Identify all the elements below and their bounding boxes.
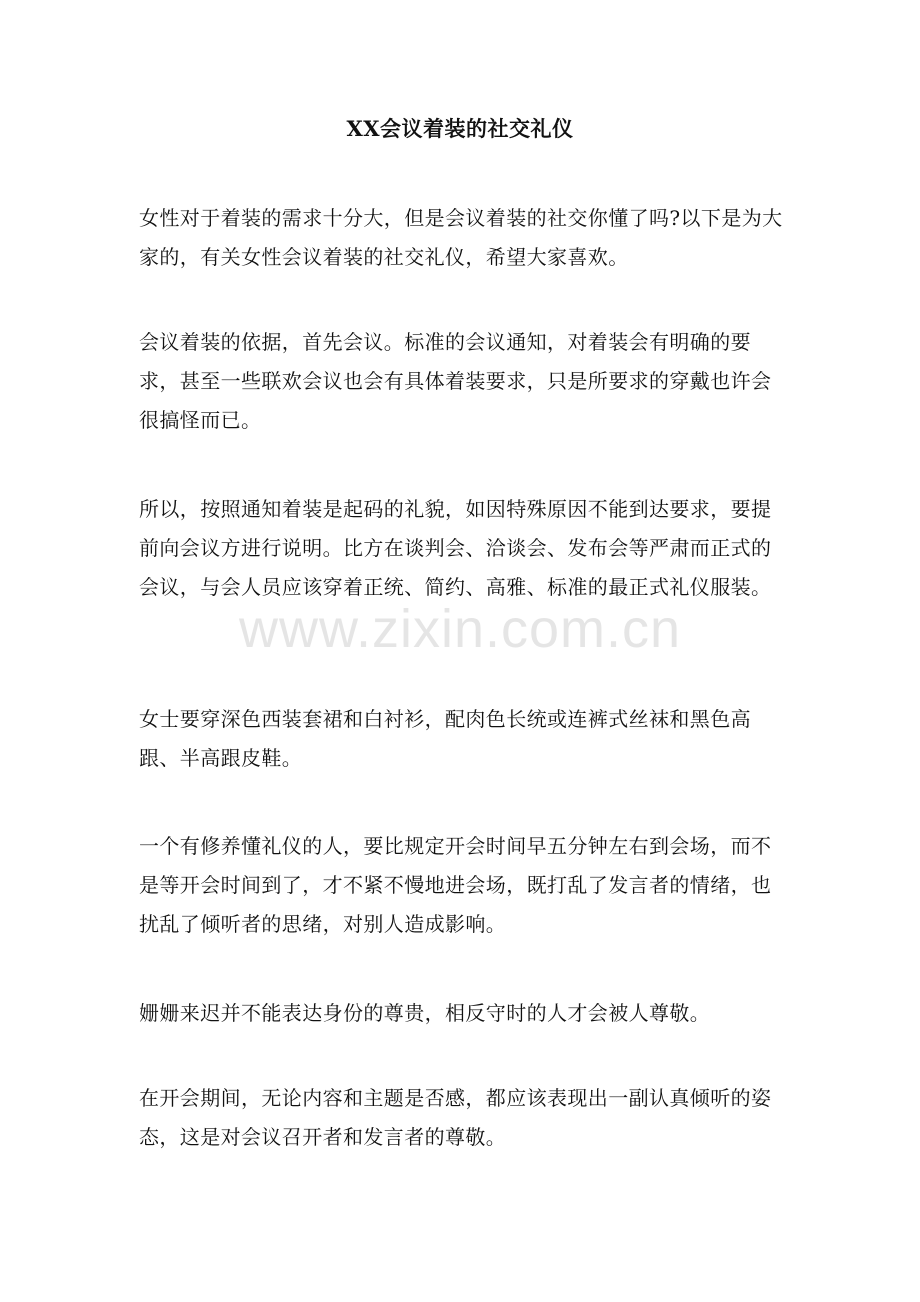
paragraph-7: 在开会期间，无论内容和主题是否感，都应该表现出一副认真倾听的姿态，这是对会议召开者和发言者的尊敬。 (139, 1086, 772, 1149)
watermark: www.zixin.com.cn (238, 599, 682, 659)
paragraph-1: 女性对于着装的需求十分大，但是会议着装的社交你懂了吗?以下是为大家的，有关女性会议着装的社交礼仪，希望大家喜欢。 (139, 206, 783, 269)
paragraph-2: 会议着装的依据，首先会议。标准的会议通知，对着装会有明确的要求，甚至一些联欢会议也会有具体着装要求，只是所要求的穿戴也许会很搞怪而已。 (139, 330, 772, 432)
paragraph-5: 一个有修养懂礼仪的人，要比规定开会时间早五分钟左右到会场，而不是等开会时间到了，才不紧不慢地进会场，既打乱了发言者的情绪，也扰乱了倾听者的思绪，对别人造成影响。 (139, 834, 772, 936)
document-title: XX会议着装的社交礼仪 (346, 116, 574, 141)
paragraph-4: 女士要穿深色西装套裙和白衬衫，配肉色长统或连裤式丝袜和黑色高跟、半高跟皮鞋。 (139, 707, 751, 770)
paragraph-3: 所以，按照通知着装是起码的礼貌，如因特殊原因不能到达要求，要提前向会议方进行说明。比方在谈判会、洽谈会、发布会等严肃而正式的会议，与会人员应该穿着正统、简约、高雅、标准的最正式礼仪服装。 (139, 497, 772, 599)
paragraph-6: 姗姗来迟并不能表达身份的尊贵，相反守时的人才会被人尊敬。 (139, 1001, 711, 1025)
